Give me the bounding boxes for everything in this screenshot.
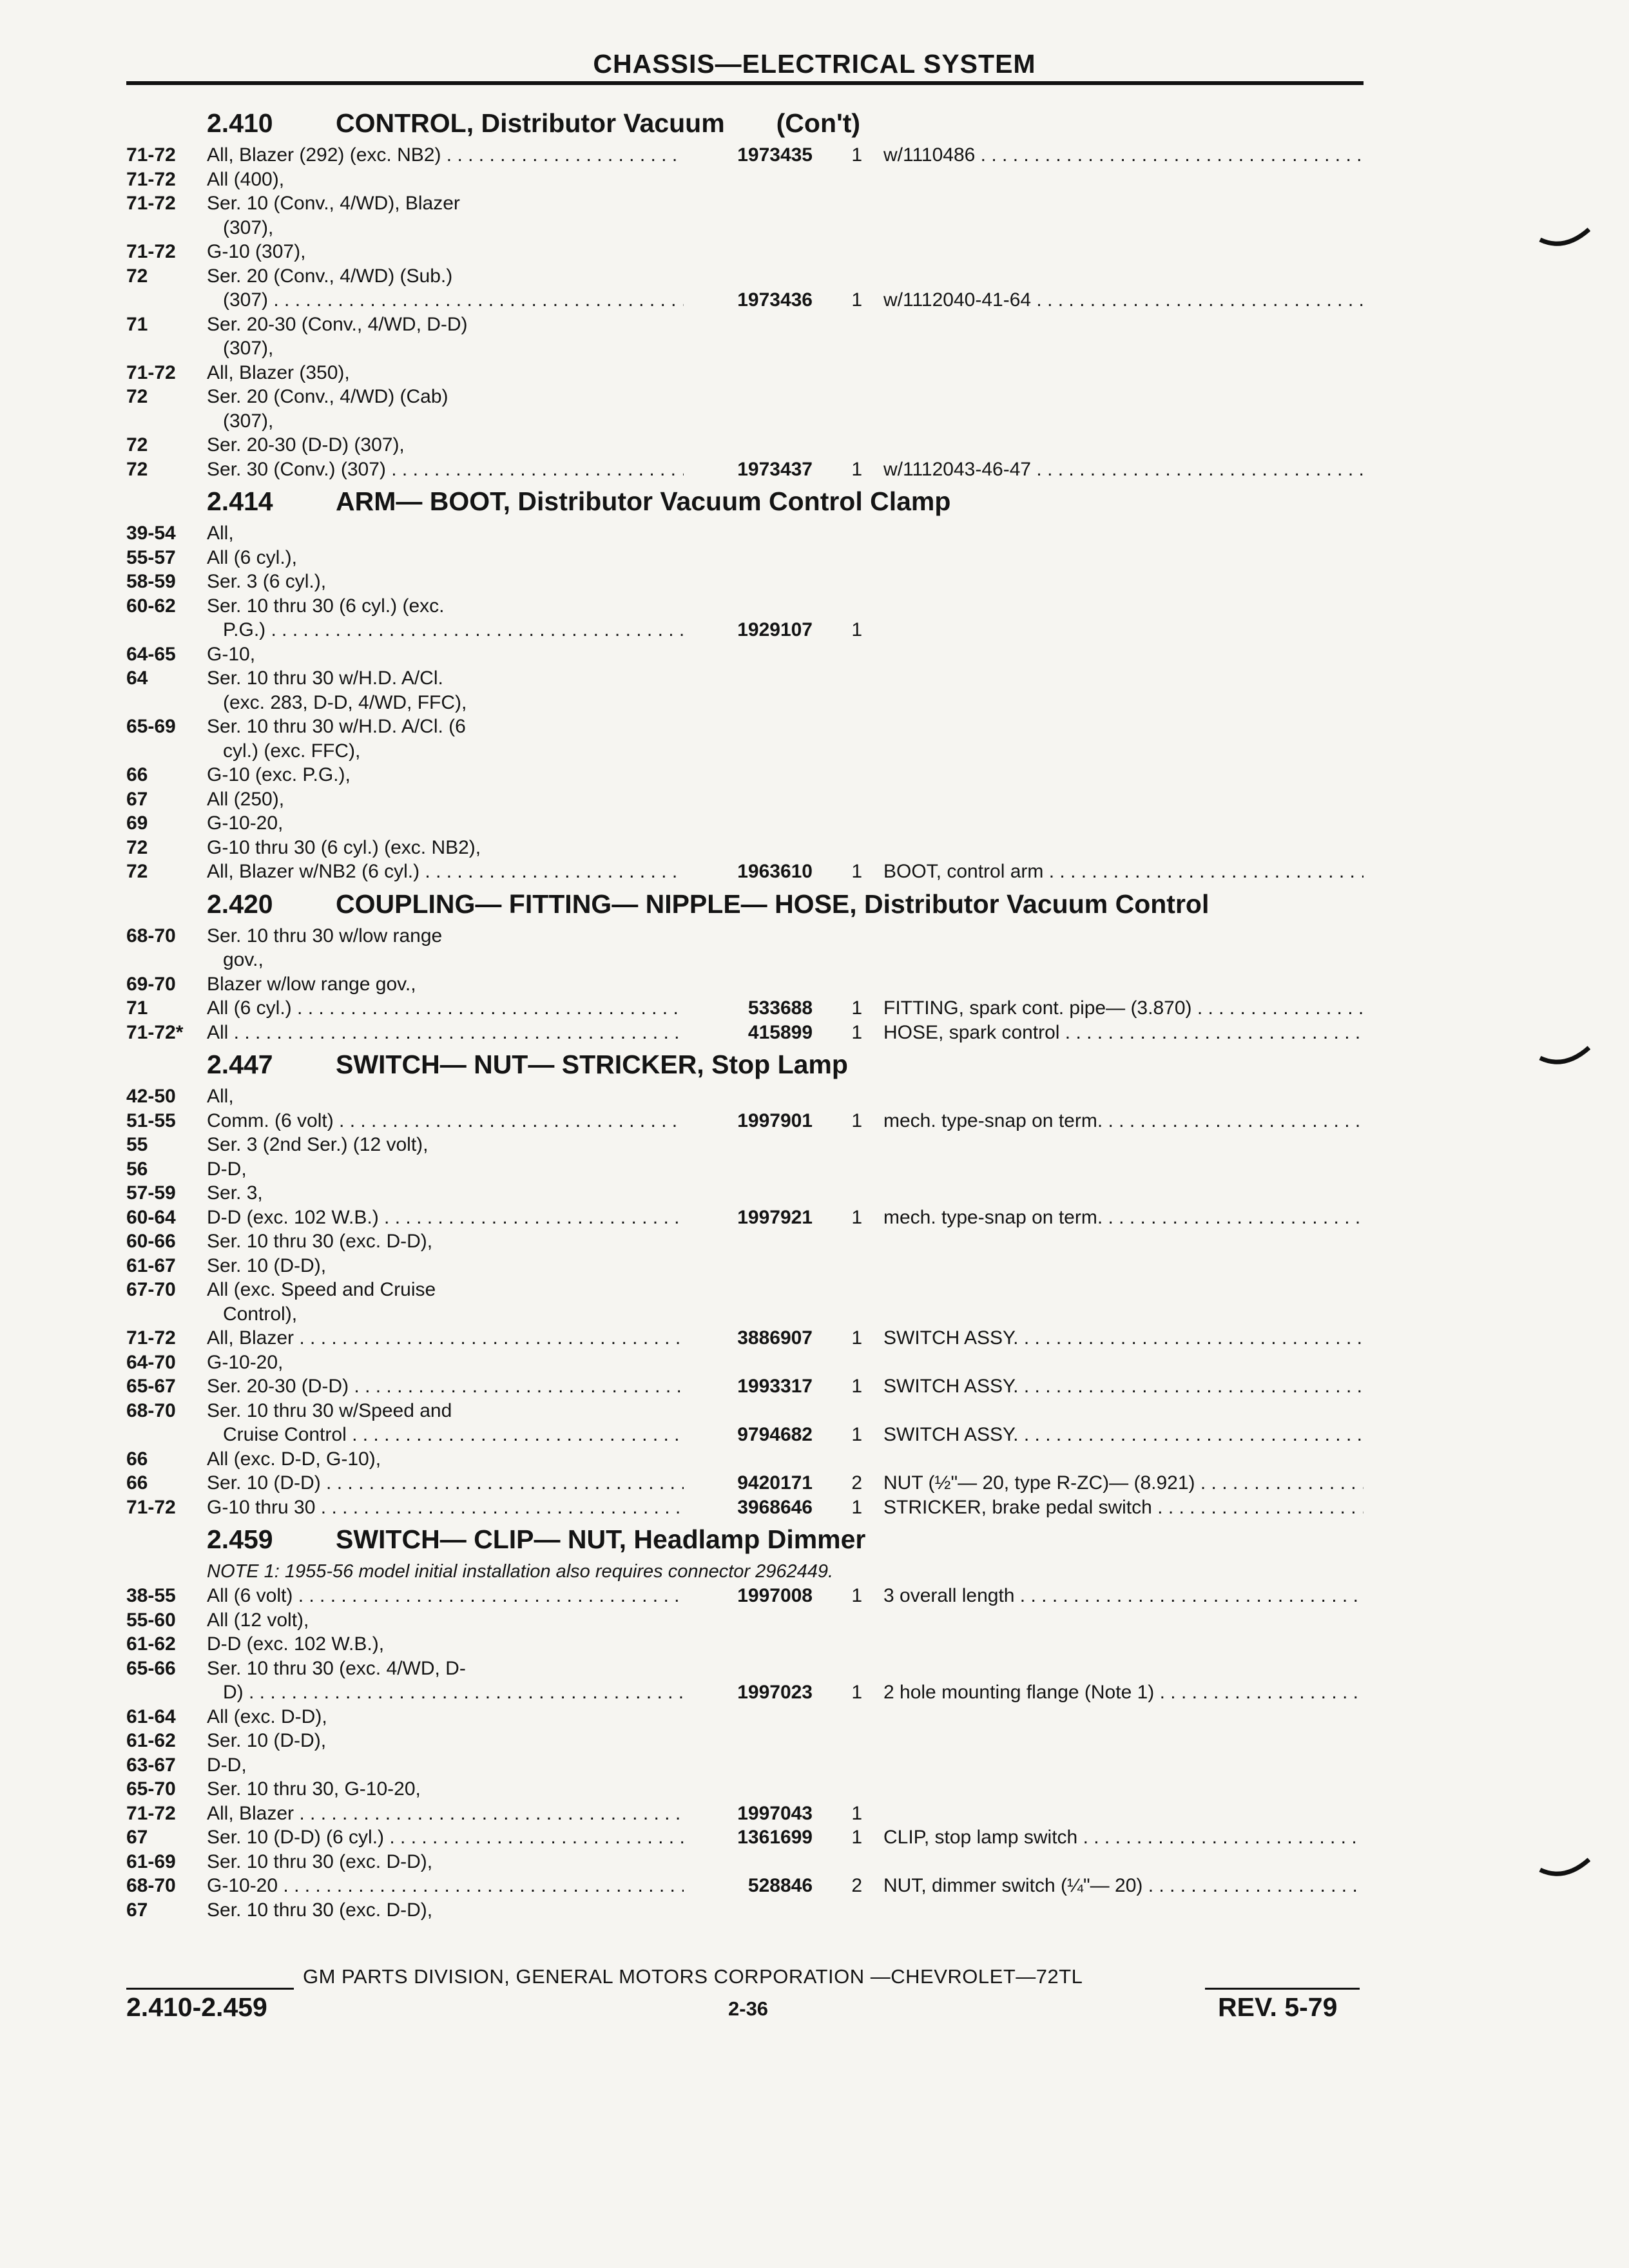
model-years: 60-66 <box>126 1231 176 1252</box>
parts-row <box>126 1632 1366 1657</box>
parts-row <box>126 1206 1366 1230</box>
parts-row <box>126 1729 1366 1753</box>
model-years: 71-72 <box>126 1496 176 1518</box>
section-number: 2.447 <box>207 1050 273 1079</box>
part-description: FITTING, spark cont. pipe— (3.870) . . . <box>883 996 1364 1021</box>
application: Ser. 10 (Conv., 4/WD), Blazer <box>207 193 460 214</box>
part-description: mech. type-snap on term. . . . <box>883 1206 1364 1230</box>
part-number: 1997023 <box>737 1682 813 1703</box>
application: Control), <box>223 1303 298 1325</box>
model-years: 71-72 <box>126 168 176 190</box>
parts-row <box>126 1471 1366 1495</box>
part-number: 533688 <box>747 997 813 1019</box>
part-number: 1963610 <box>737 861 813 882</box>
model-years: 67-70 <box>126 1279 176 1300</box>
parts-row <box>126 1850 1366 1874</box>
footer-page-number: 2-36 <box>728 1997 769 2020</box>
parts-row <box>126 1084 1366 1109</box>
parts-row <box>126 1657 1366 1681</box>
model-years: 71 <box>126 997 148 1019</box>
part-description: HOSE, spark control . . . <box>883 1021 1364 1045</box>
section-heading <box>207 103 1366 143</box>
model-years: 71-72 <box>126 193 176 214</box>
model-years: 65-69 <box>126 716 176 737</box>
part-description: 3 overall length . . . <box>883 1584 1364 1608</box>
application: Ser. 20 (Conv., 4/WD) (Sub.) <box>207 265 453 287</box>
binder-tab-mark-icon <box>1539 1044 1590 1070</box>
model-years: 61-69 <box>126 1850 176 1872</box>
parts-row <box>126 1608 1366 1633</box>
model-years: 68-70 <box>126 1875 176 1896</box>
part-description: NUT (½"— 20, type R-ZC)— (8.921) . . . <box>883 1471 1364 1495</box>
parts-row <box>126 1874 1366 1898</box>
part-description: SWITCH ASSY. . . . <box>883 1326 1364 1350</box>
application: gov., <box>223 949 264 970</box>
parts-row <box>126 433 1366 457</box>
application: All, Blazer . . . <box>207 1802 684 1826</box>
model-years: 55 <box>126 1134 148 1155</box>
parts-row <box>126 1374 1366 1399</box>
application: (307) . . . <box>223 288 684 312</box>
model-years: 60-64 <box>126 1206 176 1228</box>
application: All, Blazer . . . <box>207 1326 684 1350</box>
quantity: 1 <box>851 619 862 640</box>
footer-rule-right <box>1205 1988 1360 1990</box>
quantity: 1 <box>851 289 862 311</box>
application: Blazer w/low range gov., <box>207 973 416 995</box>
application: G-10-20, <box>207 1351 284 1373</box>
parts-row <box>126 336 1366 361</box>
parts-row <box>126 715 1366 739</box>
quantity: 1 <box>851 1802 862 1824</box>
application: G-10 thru 30 . . . <box>207 1495 684 1520</box>
model-years: 71-72 <box>126 1327 176 1349</box>
parts-row <box>126 1423 1366 1447</box>
application: All, Blazer w/NB2 (6 cyl.) . . . <box>207 860 684 884</box>
application: P.G.) . . . <box>223 618 684 642</box>
section-title: SWITCH— NUT— STRICKER, Stop Lamp <box>336 1050 848 1079</box>
part-number: 1361699 <box>737 1827 813 1848</box>
quantity: 2 <box>851 1472 862 1494</box>
part-description: w/1110486 . . . <box>883 143 1364 168</box>
quantity: 1 <box>851 1327 862 1349</box>
application: Ser. 10 thru 30 (exc. D-D), <box>207 1850 433 1872</box>
parts-row <box>126 1825 1366 1850</box>
quantity: 2 <box>851 1875 862 1896</box>
parts-row <box>126 836 1366 860</box>
model-years: 69 <box>126 812 148 834</box>
model-years: 72 <box>126 265 148 287</box>
parts-row <box>126 1584 1366 1608</box>
parts-row <box>126 1350 1366 1375</box>
parts-row <box>126 1109 1366 1133</box>
model-years: 65-66 <box>126 1657 176 1679</box>
parts-listing <box>126 103 1366 1922</box>
application: D-D (exc. 102 W.B.) . . . <box>207 1206 684 1230</box>
parts-row <box>126 1447 1366 1472</box>
model-years: 61-62 <box>126 1633 176 1655</box>
quantity: 1 <box>851 861 862 882</box>
application: Ser. 10 thru 30 (exc. D-D), <box>207 1899 433 1921</box>
part-number: 1973437 <box>737 458 813 480</box>
model-years: 65-67 <box>126 1376 176 1397</box>
section-title: COUPLING— FITTING— NIPPLE— HOSE, Distributor Vacuum Control <box>336 889 1210 919</box>
model-years: 72 <box>126 861 148 882</box>
header-rule <box>126 81 1364 85</box>
section-number: 2.420 <box>207 889 273 919</box>
application: Ser. 10 (D-D), <box>207 1254 327 1276</box>
model-years: 55-60 <box>126 1609 176 1631</box>
footer-revision: REV. 5-79 <box>1218 1992 1338 2022</box>
parts-row <box>126 739 1366 764</box>
part-number: 1997921 <box>737 1206 813 1228</box>
page-header-title: CHASSIS—ELECTRICAL SYSTEM <box>593 49 1036 79</box>
model-years: 67 <box>126 788 148 810</box>
part-description: w/1112043-46-47 . . . <box>883 457 1364 482</box>
quantity: 1 <box>851 997 862 1019</box>
model-years: 56 <box>126 1158 148 1180</box>
parts-row <box>126 191 1366 216</box>
application: All (6 cyl.) . . . <box>207 996 684 1021</box>
model-years: 42-50 <box>126 1086 176 1107</box>
quantity: 1 <box>851 144 862 166</box>
parts-row <box>126 570 1366 594</box>
quantity: 1 <box>851 1424 862 1445</box>
application: Cruise Control . . . <box>223 1423 684 1447</box>
quantity: 1 <box>851 1376 862 1397</box>
model-years: 64-65 <box>126 643 176 665</box>
model-years: 67 <box>126 1899 148 1921</box>
application: cyl.) (exc. FFC), <box>223 740 361 762</box>
application: All (250), <box>207 788 285 810</box>
model-years: 60-62 <box>126 595 176 617</box>
part-description: 2 hole mounting flange (Note 1) . . . <box>883 1680 1364 1705</box>
parts-row <box>126 457 1366 482</box>
binder-tab-mark-icon <box>1539 1856 1590 1881</box>
section-title: SWITCH— CLIP— NUT, Headlamp Dimmer <box>336 1524 866 1554</box>
application: All . . . <box>207 1021 684 1045</box>
parts-row <box>126 996 1366 1021</box>
application: G-10, <box>207 643 256 665</box>
application: (307), <box>223 410 274 432</box>
parts-row <box>126 948 1366 972</box>
model-years: 66 <box>126 1472 148 1494</box>
model-years: 51-55 <box>126 1110 176 1131</box>
application: Ser. 20-30 (D-D) . . . <box>207 1374 684 1399</box>
parts-row <box>126 1399 1366 1423</box>
part-number: 1973435 <box>737 144 813 166</box>
section-heading <box>207 481 1366 521</box>
application: Ser. 20-30 (D-D) (307), <box>207 434 405 456</box>
parts-row <box>126 666 1366 691</box>
parts-row <box>126 521 1366 546</box>
part-description: SWITCH ASSY. . . . <box>883 1423 1364 1447</box>
application: D-D, <box>207 1158 247 1180</box>
model-years: 66 <box>126 764 148 785</box>
application: All (12 volt), <box>207 1609 309 1631</box>
parts-row <box>126 1254 1366 1278</box>
quantity: 1 <box>851 1206 862 1228</box>
part-description: BOOT, control arm . . . <box>883 860 1364 884</box>
parts-row <box>126 1181 1366 1206</box>
parts-row <box>126 1157 1366 1182</box>
parts-row <box>126 691 1366 715</box>
parts-row <box>126 642 1366 667</box>
application: Ser. 10 thru 30 w/H.D. A/Cl. <box>207 668 443 689</box>
application: D-D, <box>207 1754 247 1776</box>
application: Ser. 30 (Conv.) (307) . . . <box>207 457 684 482</box>
section-title: ARM— BOOT, Distributor Vacuum Control Clamp <box>336 486 951 516</box>
part-number: 528846 <box>747 1875 813 1896</box>
part-description: SWITCH ASSY. . . . <box>883 1374 1364 1399</box>
application: Ser. 10 thru 30 w/Speed and <box>207 1399 452 1421</box>
model-years: 67 <box>126 1827 148 1848</box>
binder-tab-mark-icon <box>1539 226 1590 251</box>
application: Ser. 20-30 (Conv., 4/WD, D-D) <box>207 313 468 335</box>
model-years: 71-72 <box>126 241 176 262</box>
model-years: 61-62 <box>126 1730 176 1751</box>
part-number: 3968646 <box>737 1496 813 1518</box>
parts-row <box>126 972 1366 997</box>
application: Ser. 10 thru 30 (exc. D-D), <box>207 1231 433 1252</box>
application: Ser. 3 (2nd Ser.) (12 volt), <box>207 1134 429 1155</box>
application: Ser. 10 thru 30 (6 cyl.) (exc. <box>207 595 445 617</box>
section-continued: (Con't) <box>776 108 861 138</box>
application: (307), <box>223 338 274 359</box>
application: G-10 (exc. P.G.), <box>207 764 351 785</box>
parts-row <box>126 385 1366 409</box>
model-years: 71 <box>126 313 148 335</box>
quantity: 1 <box>851 1585 862 1606</box>
parts-row <box>126 1229 1366 1254</box>
part-description: CLIP, stop lamp switch . . . <box>883 1825 1364 1850</box>
application: Ser. 10 (D-D) . . . <box>207 1471 684 1495</box>
model-years: 68-70 <box>126 1399 176 1421</box>
section-number: 2.410 <box>207 108 273 138</box>
parts-row <box>126 860 1366 884</box>
application: All (exc. D-D, G-10), <box>207 1448 381 1470</box>
parts-row <box>126 143 1366 168</box>
parts-row <box>126 1326 1366 1350</box>
application: Ser. 10 (D-D), <box>207 1730 327 1751</box>
application: G-10-20 . . . <box>207 1874 684 1898</box>
model-years: 71-72 <box>126 144 176 166</box>
quantity: 1 <box>851 1110 862 1131</box>
application: G-10-20, <box>207 812 284 834</box>
parts-row <box>126 409 1366 434</box>
part-description: NUT, dimmer switch (¼"— 20) . . . <box>883 1874 1364 1898</box>
application: Comm. (6 volt) . . . <box>207 1109 684 1133</box>
part-number: 1973436 <box>737 289 813 311</box>
part-number: 1997008 <box>737 1585 813 1606</box>
parts-row <box>126 264 1366 289</box>
application: All (6 cyl.), <box>207 546 298 568</box>
parts-row <box>126 811 1366 836</box>
application: Ser. 10 thru 30 (exc. 4/WD, D- <box>207 1657 466 1679</box>
parts-row <box>126 1705 1366 1729</box>
model-years: 72 <box>126 386 148 407</box>
part-description: w/1112040-41-64 . . . <box>883 288 1364 312</box>
parts-row <box>126 1302 1366 1327</box>
parts-row <box>126 618 1366 642</box>
part-number: 415899 <box>747 1021 813 1043</box>
model-years: 39-54 <box>126 523 176 544</box>
application: Ser. 20 (Conv., 4/WD) (Cab) <box>207 386 448 407</box>
application: All (exc. D-D), <box>207 1706 327 1727</box>
application: G-10 thru 30 (6 cyl.) (exc. NB2), <box>207 836 481 858</box>
application: Ser. 10 thru 30, G-10-20, <box>207 1778 421 1800</box>
model-years: 55-57 <box>126 546 176 568</box>
model-years: 72 <box>126 434 148 456</box>
application: D) . . . <box>223 1680 684 1705</box>
model-years: 69-70 <box>126 973 176 995</box>
quantity: 1 <box>851 458 862 480</box>
quantity: 1 <box>851 1827 862 1848</box>
part-number: 9794682 <box>737 1424 813 1445</box>
model-years: 38-55 <box>126 1585 176 1606</box>
parts-row <box>126 1777 1366 1802</box>
part-number: 3886907 <box>737 1327 813 1349</box>
parts-row <box>126 1278 1366 1302</box>
part-number: 1997043 <box>737 1802 813 1824</box>
footer-rule-left <box>126 1988 294 1990</box>
parts-row <box>126 1898 1366 1923</box>
parts-row <box>126 787 1366 812</box>
parts-row <box>126 1021 1366 1045</box>
parts-row <box>126 312 1366 337</box>
parts-row <box>126 594 1366 619</box>
application: All, Blazer (292) (exc. NB2) . . . <box>207 143 684 168</box>
part-number: 1993317 <box>737 1376 813 1397</box>
part-description: mech. type-snap on term. . . . <box>883 1109 1364 1133</box>
application: All, Blazer (350), <box>207 361 350 383</box>
model-years: 58-59 <box>126 571 176 592</box>
part-number: 1929107 <box>737 619 813 640</box>
part-number: 1997901 <box>737 1110 813 1131</box>
application: (exc. 283, D-D, 4/WD, FFC), <box>223 691 467 713</box>
application: Ser. 10 thru 30 w/H.D. A/Cl. (6 <box>207 716 466 737</box>
parts-row <box>126 1133 1366 1157</box>
section-heading <box>207 1044 1366 1084</box>
part-description: STRICKER, brake pedal switch . . . <box>883 1495 1364 1520</box>
footer-corporation: GM PARTS DIVISION, GENERAL MOTORS CORPORATION —CHEVROLET—72TL <box>303 1965 1083 1988</box>
application: (307), <box>223 216 274 238</box>
parts-row <box>126 763 1366 787</box>
parts-row <box>126 1495 1366 1520</box>
parts-row <box>126 1753 1366 1778</box>
model-years: 57-59 <box>126 1182 176 1204</box>
application: Ser. 3 (6 cyl.), <box>207 571 327 592</box>
parts-row <box>126 1680 1366 1705</box>
parts-row <box>126 924 1366 948</box>
model-years: 68-70 <box>126 925 176 947</box>
quantity: 1 <box>851 1496 862 1518</box>
quantity: 1 <box>851 1021 862 1043</box>
model-years: 72 <box>126 836 148 858</box>
application: All, <box>207 1086 234 1107</box>
application: All (6 volt) . . . <box>207 1584 684 1608</box>
model-years: 64-70 <box>126 1351 176 1373</box>
application: All (exc. Speed and Cruise <box>207 1279 436 1300</box>
application: All (400), <box>207 168 285 190</box>
application: G-10 (307), <box>207 241 306 262</box>
model-years: 61-67 <box>126 1254 176 1276</box>
parts-row <box>126 216 1366 240</box>
section-number: 2.459 <box>207 1524 273 1554</box>
model-years: 64 <box>126 668 148 689</box>
section-number: 2.414 <box>207 486 273 516</box>
parts-row <box>126 168 1366 192</box>
section-heading <box>207 1519 1366 1559</box>
model-years: 63-67 <box>126 1754 176 1776</box>
application: Ser. 10 (D-D) (6 cyl.) . . . <box>207 1825 684 1850</box>
model-years: 72 <box>126 458 148 480</box>
application: Ser. 10 thru 30 w/low range <box>207 925 443 947</box>
footer-section-range: 2.410-2.459 <box>126 1992 267 2022</box>
section-note: NOTE 1: 1955-56 model initial installation also requires connector 2962449. <box>207 1561 834 1582</box>
parts-row <box>126 546 1366 570</box>
section-heading <box>207 884 1366 924</box>
model-years: 61-64 <box>126 1706 176 1727</box>
parts-row <box>126 288 1366 312</box>
application: Ser. 3, <box>207 1182 263 1204</box>
section-title: CONTROL, Distributor Vacuum <box>336 108 725 138</box>
model-years: 71-72 <box>126 1802 176 1824</box>
application: All, <box>207 523 234 544</box>
parts-row <box>126 361 1366 385</box>
parts-row <box>126 1802 1366 1826</box>
part-number: 9420171 <box>737 1472 813 1494</box>
application: D-D (exc. 102 W.B.), <box>207 1633 385 1655</box>
model-years: 71-72* <box>126 1021 184 1043</box>
quantity: 1 <box>851 1682 862 1703</box>
parts-row <box>126 240 1366 264</box>
model-years: 66 <box>126 1448 148 1470</box>
model-years: 71-72 <box>126 361 176 383</box>
model-years: 65-70 <box>126 1778 176 1800</box>
